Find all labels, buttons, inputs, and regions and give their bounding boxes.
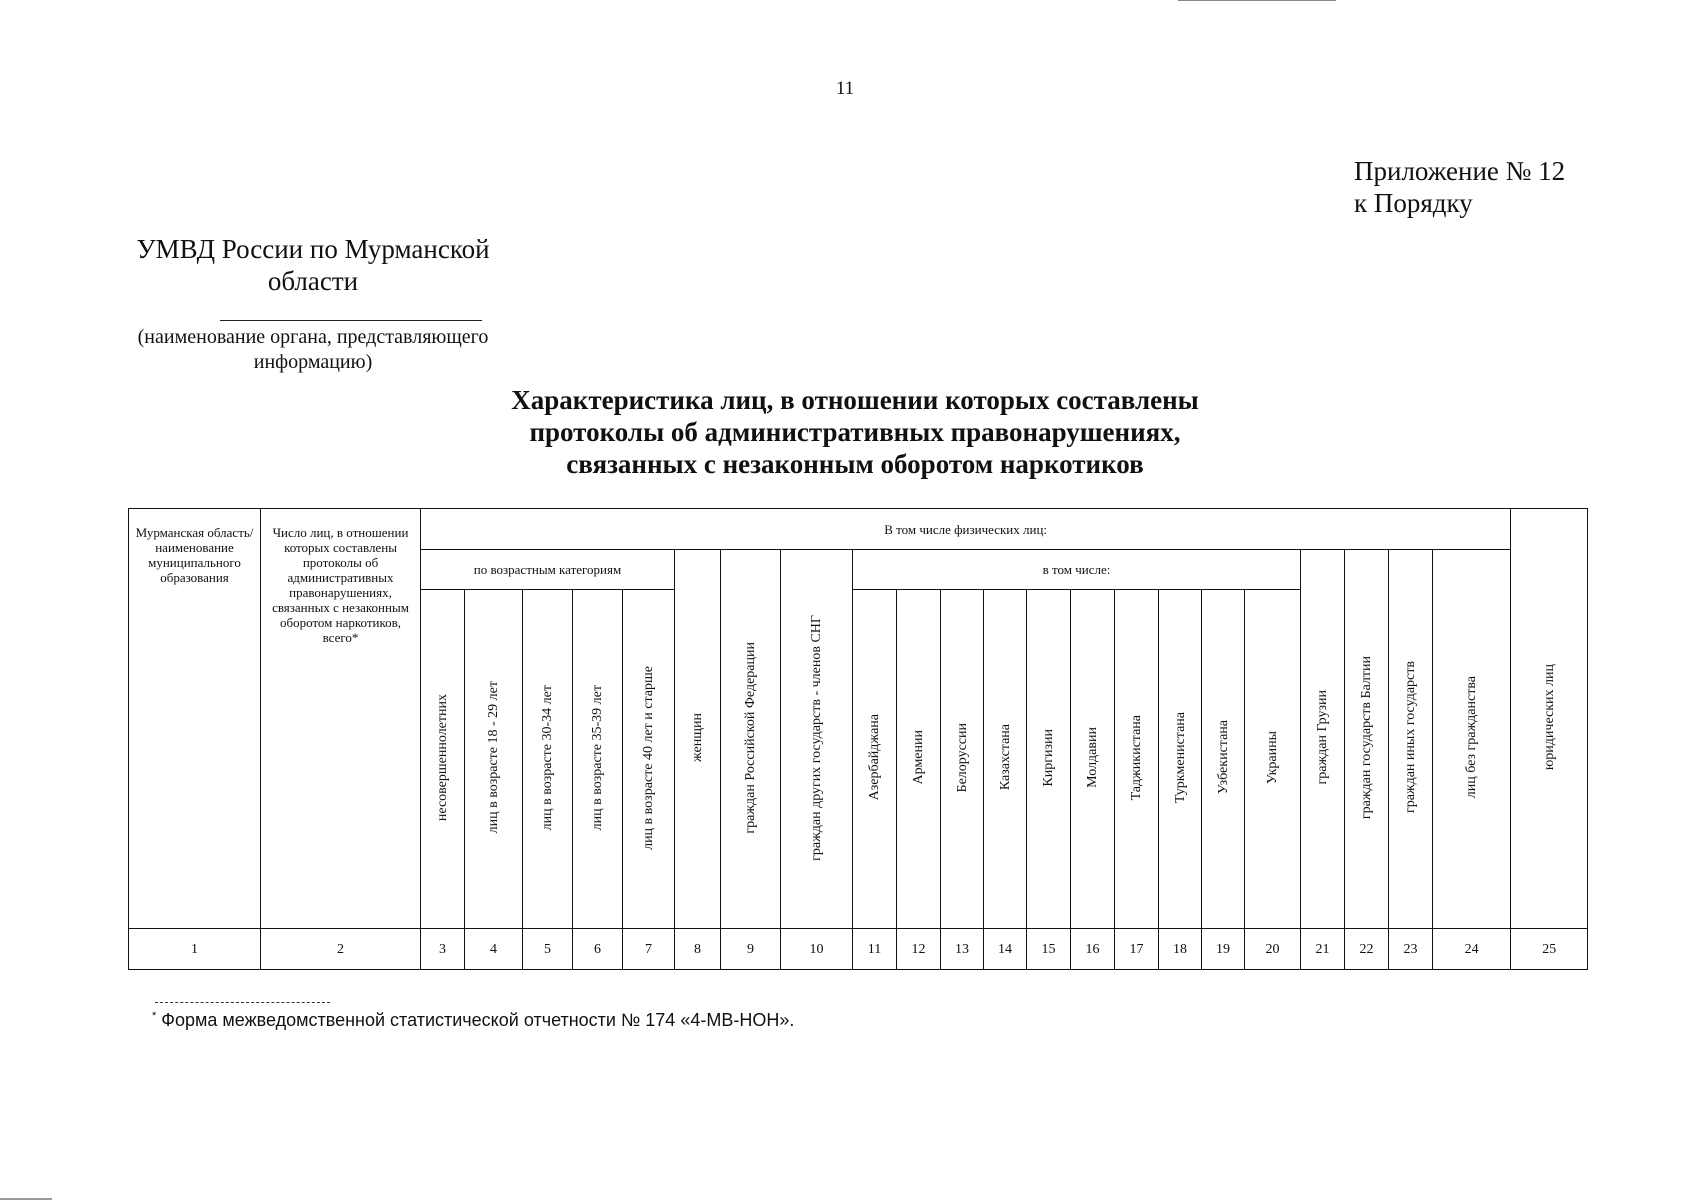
column-number: 2 — [261, 929, 421, 970]
header-age-35-39 — [573, 590, 623, 929]
header-baltic — [1345, 550, 1389, 929]
header-municipality: Мурманская область/ наименование муниципального образования — [129, 509, 261, 929]
footnote-text: Форма межведомственной статистической отчетности № 174 «4-МВ-НОН». — [161, 1010, 795, 1030]
header-including-group: в том числе: — [853, 550, 1301, 590]
header-age-18-29 — [465, 590, 523, 929]
column-number: 22 — [1345, 929, 1389, 970]
appendix-line-2: к Порядку — [1354, 188, 1473, 218]
column-number: 21 — [1301, 929, 1345, 970]
column-number: 9 — [721, 929, 781, 970]
header-cis-label: граждан других государств - членов СНГ — [809, 614, 824, 861]
column-number: 5 — [523, 929, 573, 970]
header-turkmenistan-label: Туркменистана — [1172, 711, 1188, 804]
column-number: 14 — [984, 929, 1027, 970]
column-number: 19 — [1202, 929, 1245, 970]
statistics-form-table — [128, 508, 1588, 970]
header-women — [675, 550, 721, 929]
column-number: 23 — [1389, 929, 1433, 970]
header-belarus — [941, 590, 984, 929]
header-women-label: женщин — [690, 713, 705, 762]
organization-caption — [108, 325, 518, 375]
header-armenia-label: Армении — [911, 730, 926, 785]
header-stateless — [1433, 550, 1511, 929]
column-number: 8 — [675, 929, 721, 970]
header-age-35-39-label: лиц в возрасте 35-39 лет — [590, 684, 605, 831]
header-azerbaijan-label: Азербайджана — [867, 714, 882, 801]
header-kazakhstan — [984, 590, 1027, 929]
page-number: 11 — [835, 78, 855, 99]
column-number: 1 — [129, 929, 261, 970]
column-number: 12 — [897, 929, 941, 970]
header-age-40-plus-label: лиц в возрасте 40 лет и старше — [641, 665, 656, 850]
organization-name-line-2: области — [267, 266, 359, 296]
column-number: 15 — [1027, 929, 1071, 970]
header-tajikistan-label: Таджикистана — [1129, 714, 1144, 801]
header-kazakhstan-label: Казахстана — [997, 724, 1013, 791]
header-total-persons: Число лиц, в отношении которых составлены протоколы об административных правонарушениях, связанных с незаконным оборотом наркотиков, всего* — [261, 509, 421, 929]
header-legal-entities — [1511, 509, 1588, 929]
header-belarus-label: Белоруссии — [954, 722, 970, 793]
header-minors — [421, 590, 465, 929]
organization-underline — [220, 320, 482, 321]
header-armenia — [897, 590, 941, 929]
header-cis — [781, 550, 853, 929]
header-kyrgyzstan-label: Киргизии — [1041, 728, 1056, 787]
column-number: 7 — [623, 929, 675, 970]
header-stateless-label: лиц без гражданства — [1464, 676, 1480, 799]
header-physical-persons-group: В том числе физических лиц: — [421, 509, 1511, 550]
header-georgia-label: граждан Грузии — [1315, 690, 1330, 785]
header-kyrgyzstan — [1027, 590, 1071, 929]
header-moldova — [1071, 590, 1115, 929]
header-age-30-34 — [523, 590, 573, 929]
footnote — [152, 1010, 794, 1031]
header-age-30-34-label: лиц в возрасте 30-34 лет — [540, 684, 555, 831]
header-georgia — [1301, 550, 1345, 929]
header-legal-entities-label: юридических лиц — [1541, 663, 1557, 771]
footnote-separator — [155, 1002, 330, 1003]
title-line-1: Характеристика лиц, в отношении которых составлены — [511, 385, 1199, 415]
footnote-mark: * — [152, 1010, 157, 1022]
header-age-18-29-label: лиц в возрасте 18 - 29 лет — [486, 681, 501, 834]
header-russia — [721, 550, 781, 929]
column-number: 13 — [941, 929, 984, 970]
column-number: 16 — [1071, 929, 1115, 970]
appendix-reference — [1354, 155, 1565, 219]
header-ukraine — [1245, 590, 1301, 929]
column-number: 11 — [853, 929, 897, 970]
header-baltic-label: граждан государств Балтии — [1359, 655, 1374, 820]
column-number: 3 — [421, 929, 465, 970]
column-number: 24 — [1433, 929, 1511, 970]
organization-name — [118, 233, 508, 297]
column-number: 6 — [573, 929, 623, 970]
header-ukraine-label: Украины — [1265, 730, 1280, 785]
title-line-3: связанных с незаконным оборотом наркотиков — [566, 449, 1144, 479]
header-other-states-label: граждан иных государств — [1403, 661, 1418, 814]
appendix-line-1: Приложение № 12 — [1354, 156, 1566, 186]
header-age-group: по возрастным категориям — [421, 550, 675, 590]
header-other-states — [1389, 550, 1433, 929]
document-title — [420, 384, 1290, 480]
column-number: 4 — [465, 929, 523, 970]
header-uzbekistan — [1202, 590, 1245, 929]
organization-name-line-1: УМВД России по Мурманской — [136, 234, 490, 264]
header-moldova-label: Молдавии — [1085, 727, 1100, 788]
header-uzbekistan-label: Узбекистана — [1215, 720, 1231, 795]
header-turkmenistan — [1159, 590, 1202, 929]
organization-caption-line-1: (наименование органа, представляющего — [137, 326, 489, 348]
header-russia-label: граждан Российской Федерации — [743, 641, 758, 834]
column-number: 25 — [1511, 929, 1588, 970]
column-number: 18 — [1159, 929, 1202, 970]
column-number: 20 — [1245, 929, 1301, 970]
column-number: 17 — [1115, 929, 1159, 970]
column-number-row — [129, 929, 1588, 970]
header-azerbaijan — [853, 590, 897, 929]
scan-top-line — [1178, 0, 1336, 1]
header-age-40-plus — [623, 590, 675, 929]
header-tajikistan — [1115, 590, 1159, 929]
title-line-2: протоколы об административных правонарушениях, — [529, 417, 1181, 447]
header-minors-label: несовершеннолетних — [435, 693, 450, 822]
organization-caption-line-2: информацию) — [253, 351, 373, 373]
column-number: 10 — [781, 929, 853, 970]
